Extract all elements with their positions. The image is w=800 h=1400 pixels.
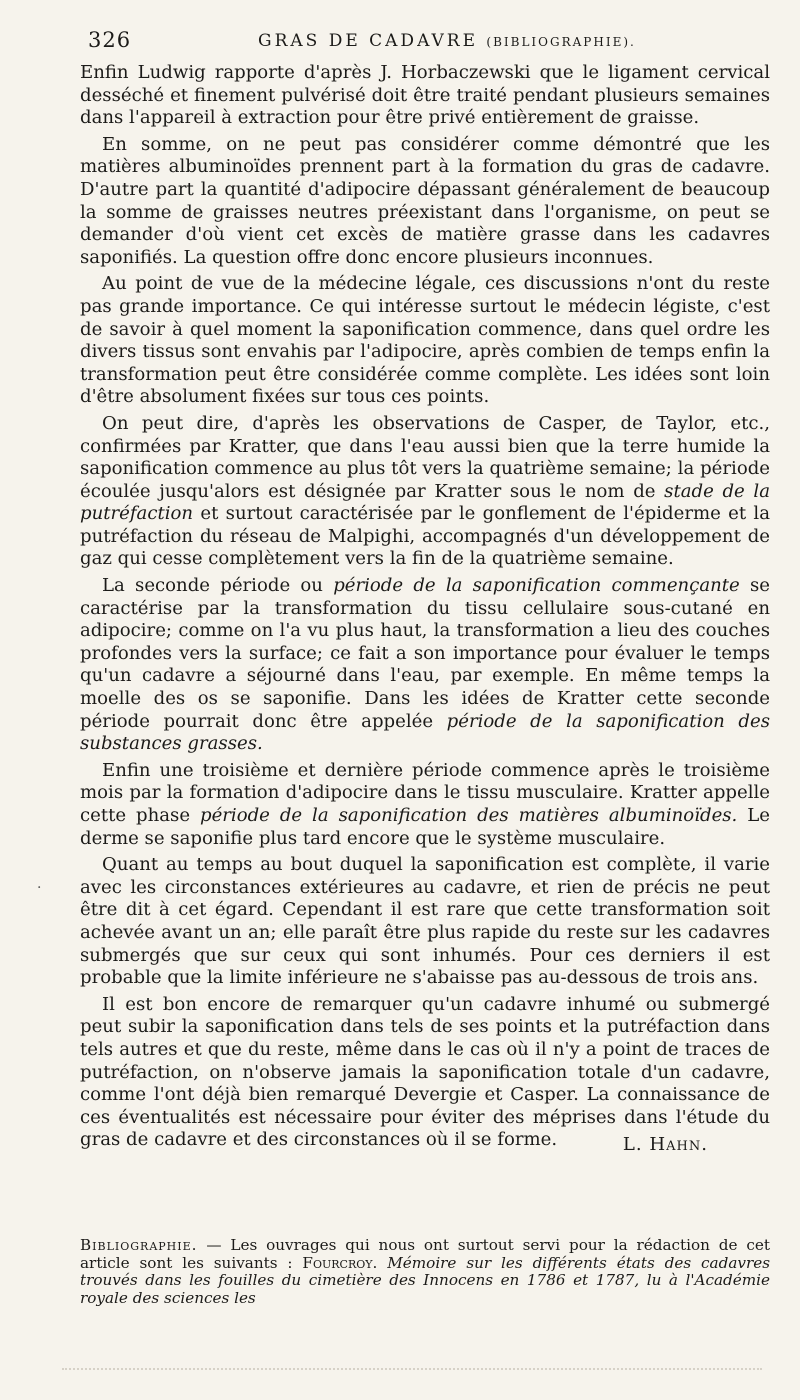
paragraph (80, 854, 770, 990)
text-run: Enfin Ludwig rapporte d'après J. Horbaczewski que le ligament cervical desséché et finement pulvérisé doit être traité pendant plusieurs semaines dans l'appareil à extraction pour être privé entièrement de graisse. (80, 62, 770, 129)
article-body (80, 62, 770, 1157)
paragraph (80, 760, 770, 850)
paragraph (80, 413, 770, 571)
bibliography-author: Fourcroy. (302, 1253, 378, 1272)
paragraph (80, 994, 770, 1152)
text-run: La seconde période ou (102, 575, 334, 597)
running-title (258, 31, 636, 51)
paragraph (80, 62, 770, 130)
text-run: Le derme se saponifie plus tard encore que le système musculaire. (80, 805, 770, 849)
text-run: En somme, on ne peut pas considérer comme démontré que les matières albuminoïdes prennent part à la formation du gras de cadavre. D'autre part la quantité d'adipocire dépassant généralement de beaucoup la somme de graisses neutres préexistant dans l'organisme, on peut se demander d'où vient cet excès de matière grasse dans les cadavres saponifiés. La question offre donc encore plusieurs inconnues. (80, 133, 770, 268)
running-header (88, 28, 768, 58)
text-run: Il est bon encore de remarquer qu'un cadavre inhumé ou submergé peut subir la saponification dans tels de ses points et la putréfaction dans tels autres et que du reste, même dans le cas où il n'y a point de traces de putréfaction, on n'observe jamais la saponification totale d'un cadavre, comme l'ont déjà bien remarqué Devergie et Casper. La connaissance de ces éventualités est nécessaire pour éviter des méprises dans l'étude du gras de cadavre et des circonstances où il se forme. (80, 993, 770, 1151)
italic-phrase: période de la saponification commençante (333, 575, 740, 597)
paragraph (80, 273, 770, 409)
bibliography-note (80, 1237, 770, 1307)
running-title-sub: (BIBLIOGRAPHIE). (486, 35, 636, 49)
bibliography-heading: Bibliographie. (80, 1236, 198, 1254)
paragraph (80, 134, 770, 270)
bibliography-title: Mémoire sur les différents états des cadavres trouvés dans les fouilles du cimetière des Innocens en 1786 et 1787, lu à l'Académie royale des sciences les (80, 1253, 771, 1307)
text-run: Quant au temps au bout duquel la saponification est complète, il varie avec les circonstances extérieures au cadavre, et rien de précis ne peut être dit à cet égard. Cependant il est rare que cette transformation soit achevée avant un an; elle paraît être plus rapide du reste sur les cadavres submergés que sur ceux qui sont inhumés. Pour ces derniers il est probable que la limite inférieure ne s'abaisse pas au-dessous de trois ans. (80, 854, 770, 989)
margin-mark: · (37, 880, 42, 896)
text-run: et surtout caractérisée par le gonflement de l'épiderme et la putréfaction du réseau de Malpighi, accompagnés d'un développement de gaz qui cesse complètement vers la fin de la quatrième semaine. (80, 503, 770, 570)
text-run: se caractérise par la transformation du tissu cellulaire sous-cutané en adipocire; comme on l'a vu plus haut, la transformation a lieu des couches profondes vers la surface; ce fait a son importance pour évaluer le temps qu'un cadavre a séjourné dans l'eau, par exemple. En même temps la moelle des os se saponifie. Dans les idées de Kratter cette seconde période pourrait donc être appelée (80, 575, 770, 732)
text-run: On peut dire, d'après les observations de Casper, de Taylor, etc., confirmées par Kratter, que dans l'eau aussi bien que la terre humide la saponification commence au plus tôt vers la quatrième semaine; la période écoulée jusqu'alors est désignée par Kratter sous le nom de (80, 412, 770, 502)
page-number: 326 (88, 28, 132, 52)
paragraph (80, 575, 770, 756)
italic-phrase: période de la saponification des substances grasses. (80, 710, 770, 755)
italic-phrase: stade de la putréfaction (80, 480, 770, 525)
bibliography-intro: — Les ouvrages qui nous ont surtout servi pour la rédaction de cet article sont les suivants : (80, 1236, 770, 1272)
italic-phrase: période de la saponification des matières albuminoïdes. (199, 805, 738, 826)
running-title-main: GRAS DE CADAVRE (258, 31, 478, 51)
text-run: Au point de vue de la médecine légale, ces discussions n'ont du reste pas grande importance. Ce qui intéresse surtout le médecin légiste, c'est de savoir à quel moment la saponification commence, dans quel ordre les divers tissus sont envahis par l'adipocire, après combien de temps enfin la transformation peut être considérée comme complète. Les idées sont loin d'être absolument fixées sur tous ces points. (80, 273, 770, 408)
text-run: Enfin une troisième et dernière période commence après le troisième mois par la formation d'adipocire dans le tissu musculaire. Kratter appelle cette phase (80, 759, 770, 826)
scan-artifact-line (62, 1368, 762, 1373)
author-signature: L. Hahn. (622, 1133, 708, 1155)
